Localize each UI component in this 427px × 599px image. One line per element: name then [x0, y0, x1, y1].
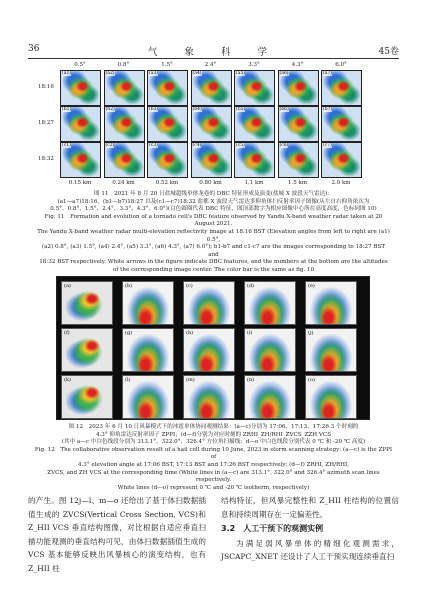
panel-label: (h)	[186, 330, 194, 336]
volume-label: 45卷	[378, 47, 399, 57]
radar-panel	[104, 142, 145, 178]
panel-label: (c6)	[279, 143, 289, 148]
panel-label: (b4)	[192, 107, 202, 112]
panel-label: (o)	[308, 377, 315, 383]
figure-11	[38, 62, 366, 188]
radar-panel	[104, 106, 145, 142]
height-label: 0.15 km	[68, 180, 92, 186]
elevation-label: 0.5°	[74, 62, 86, 68]
radar-panel	[61, 328, 113, 372]
radar-panel	[305, 328, 357, 372]
height-label: 0.24 km	[112, 180, 135, 186]
caption-line: 4.3° elevation angle at 17:06 BST, 17:13 BST and 17:26 BST respectively; (d—f) ZRHI, ZH/RHI,	[77, 461, 350, 468]
radar-panel	[147, 106, 188, 142]
panel-label: (m)	[186, 377, 195, 383]
figure-12	[56, 276, 370, 420]
height-label: 2.0 km	[331, 180, 351, 186]
height-label: 1.5 km	[287, 180, 308, 186]
radar-panel	[147, 70, 188, 106]
radar-panel	[122, 328, 174, 372]
radar-panel	[278, 142, 319, 178]
radar-panel	[234, 106, 275, 142]
radar-panel	[183, 375, 235, 419]
caption-line: (a2) 0.8°, (a3) 1.5°, (a4) 2.4°, (a5) 3.3°, (a6) 4.3°, (a7) 6.0°); b1-b7 and c1-c7 are the images corresponding to 18:27 BST and	[41, 244, 386, 258]
panel-label: (a7)	[323, 71, 333, 76]
caption-line: 图 11 2021 年 8 月 20 日盐城超级单体龙卷的 DBC 特征形成及演变(盐城 X 波段天气雷达)：	[94, 191, 333, 197]
radar-panel	[191, 70, 232, 106]
panel-label: (a3)	[149, 71, 159, 76]
caption-line: White lines (d—o) represent 0 ℃ and -20 ℃ isotherm, respectively)	[117, 484, 310, 491]
panel-label: (a)	[64, 283, 71, 289]
caption-line: 0.5°、0.8°、1.5°、2.4°、3.3°、4.3°、6.0°)(白色圆圈代表 DBC 特征，图顶部数字为相应图像中心所在高度高度，色标同图 10)	[50, 206, 377, 213]
panel-label: (l)	[125, 377, 131, 383]
radar-panel	[60, 70, 101, 106]
panel-label: (a4)	[192, 71, 202, 76]
paragraph: 结构特征，但风暴完整性和 Z_HII 柱结构的位置信息和持续周期存在一定偏差性。	[221, 496, 399, 519]
radar-panel	[183, 328, 235, 372]
time-label: 18:27	[38, 120, 54, 126]
caption-line: (其中 a—c 中白色线段分别为 313.1°、322.0°、326.4° 方位角扫描线；d—o 中白色线段分别代表 0 ℃ 和 -20 ℃ 高度)	[61, 439, 366, 446]
panel-label: (c4)	[192, 143, 202, 148]
time-label: 18:16	[38, 84, 54, 90]
radar-panel	[321, 142, 362, 178]
caption-line: ZVCS, and ZH VCS at the corresponding time (White lines in (a—c) are 313.1°, 322.0° and 326.4° azimuth scan lines respectively.	[47, 469, 380, 484]
time-label: 18:32	[38, 156, 54, 162]
figure-12-caption	[34, 424, 393, 492]
panel-label: (e)	[308, 283, 315, 289]
panel-label: (b)	[125, 283, 133, 289]
radar-panel	[244, 375, 296, 419]
panel-label: (d)	[247, 283, 255, 289]
panel-label: (b6)	[279, 107, 289, 112]
radar-panel	[191, 106, 232, 142]
radar-panel	[305, 375, 357, 419]
panel-label: (a2)	[105, 71, 115, 76]
caption-line: The Yandu X-band weather radar multi-elevation reflectivity image at 18:16 BST (Elevation angles from left to right are (a1) 0.5°,	[37, 228, 390, 243]
panel-label: (c2)	[105, 143, 115, 148]
panel-label: (b1)	[62, 107, 72, 112]
body-text	[28, 494, 399, 584]
radar-panel	[122, 375, 174, 419]
radar-panel	[321, 70, 362, 106]
radar-panel	[244, 281, 296, 325]
panel-label: (g)	[125, 330, 133, 336]
radar-panel	[60, 142, 101, 178]
radar-panel	[234, 142, 275, 178]
height-label: 0.80 km	[199, 180, 222, 186]
height-label: 0.52 km	[155, 180, 179, 186]
panel-label: (b2)	[105, 107, 115, 112]
caption-line: (a1—a7)18:16，(b1—b7)18:27 以及(c1—c7)18:32 盐都 X 波段天气雷达多仰角体扫反射率因子图像(从左自右仰角依次为	[57, 198, 370, 205]
journal-title: 气 象 科 学	[147, 47, 280, 58]
radar-panel	[61, 375, 113, 419]
panel-label: (c1)	[62, 143, 71, 148]
radar-panel	[61, 281, 113, 325]
panel-label: (b7)	[323, 107, 333, 112]
radar-panel	[305, 281, 357, 325]
radar-panel	[147, 142, 188, 178]
panel-label: (b5)	[236, 107, 246, 112]
figure-11-caption	[36, 191, 391, 275]
elevation-label: 3.3°	[248, 62, 260, 68]
right-column	[221, 494, 399, 564]
radar-panel	[60, 106, 101, 142]
caption-line: of the corresponding image center. The color bar is the same as fig. 10	[112, 266, 315, 273]
panel-label: (j)	[308, 330, 314, 336]
radar-panel	[122, 281, 174, 325]
height-label: 1.1 km	[244, 180, 264, 186]
caption-line: 18:32 BST respectively. White arrows in the figure indicate DBC features, and the numbers at the bottom are the altitudes	[39, 259, 388, 266]
elevation-label: 1.5°	[161, 62, 173, 68]
radar-panel	[278, 70, 319, 106]
section-title: 3.2 人工干预下的观测实例	[221, 524, 324, 533]
panel-label: (a6)	[279, 71, 289, 76]
left-column	[28, 494, 206, 575]
elevation-label: 6.0°	[335, 62, 347, 68]
radar-panel	[183, 281, 235, 325]
radar-panel	[234, 70, 275, 106]
elevation-label: 0.8°	[117, 62, 130, 68]
panel-label: (c5)	[236, 143, 245, 148]
caption-line: 图 12 2023 年 6 月 10 日风暴模式下的冰雹单体协同观测结果：(a—c)分别为 17:06、17:13、17:26 3 个时刻的	[68, 424, 359, 430]
panel-label: (a5)	[236, 71, 246, 76]
caption-line: Fig. 11 Formation and evolution of a tornado cell's DBC feature observed by Yandu X-band weather radar taken at 20 August 2021.	[44, 213, 383, 228]
elevation-label: 4.3°	[291, 62, 304, 68]
panel-label: (i)	[247, 330, 253, 336]
paragraph: 为满足弱风暴单体的精细化观测需求，JSCAPC_XNET 还设计了人工干预实现连续垂直扫	[221, 538, 399, 561]
page-number: 36	[28, 44, 40, 54]
caption-line: Fig. 12 The collaborative observation result of a hail cell during 10 June, 2023 in storm scanning strategy: (a—c) is the ZPPI of	[34, 446, 393, 461]
radar-panel	[244, 328, 296, 372]
panel-label: (n)	[247, 377, 255, 383]
radar-panel	[104, 70, 145, 106]
radar-panel	[278, 106, 319, 142]
panel-label: (c3)	[149, 143, 158, 148]
panel-label: (f)	[64, 330, 70, 336]
paragraph: 的产生。图 12j—l、m—o 还给出了基于体扫数据插值生成的 ZVCS(Vertical Cross Section, VCS)和 Z_HII VCS 垂直结构图像，对比根据自适应垂直扫描功能观测的垂直结构可见，由体扫数据插值生成的 VCS 基本能够反映出风暴核心的演变结构，也有 Z_HII 柱	[28, 496, 206, 573]
page-header	[28, 44, 399, 59]
panel-label: (k)	[64, 377, 71, 383]
caption-line: 4.3° 仰角雷达反射率因子 ZPPI；(d—f)分别为对应时刻的 ZRHI_ZH/RHI_ZVCS_ZZH VCS	[95, 431, 332, 438]
panel-label: (a1)	[62, 71, 72, 76]
elevation-label: 2.4°	[204, 62, 217, 68]
radar-panel	[321, 106, 362, 142]
panel-label: (b3)	[149, 107, 159, 112]
panel-label: (c7)	[323, 143, 332, 148]
radar-panel	[191, 142, 232, 178]
panel-label: (c)	[186, 283, 193, 289]
